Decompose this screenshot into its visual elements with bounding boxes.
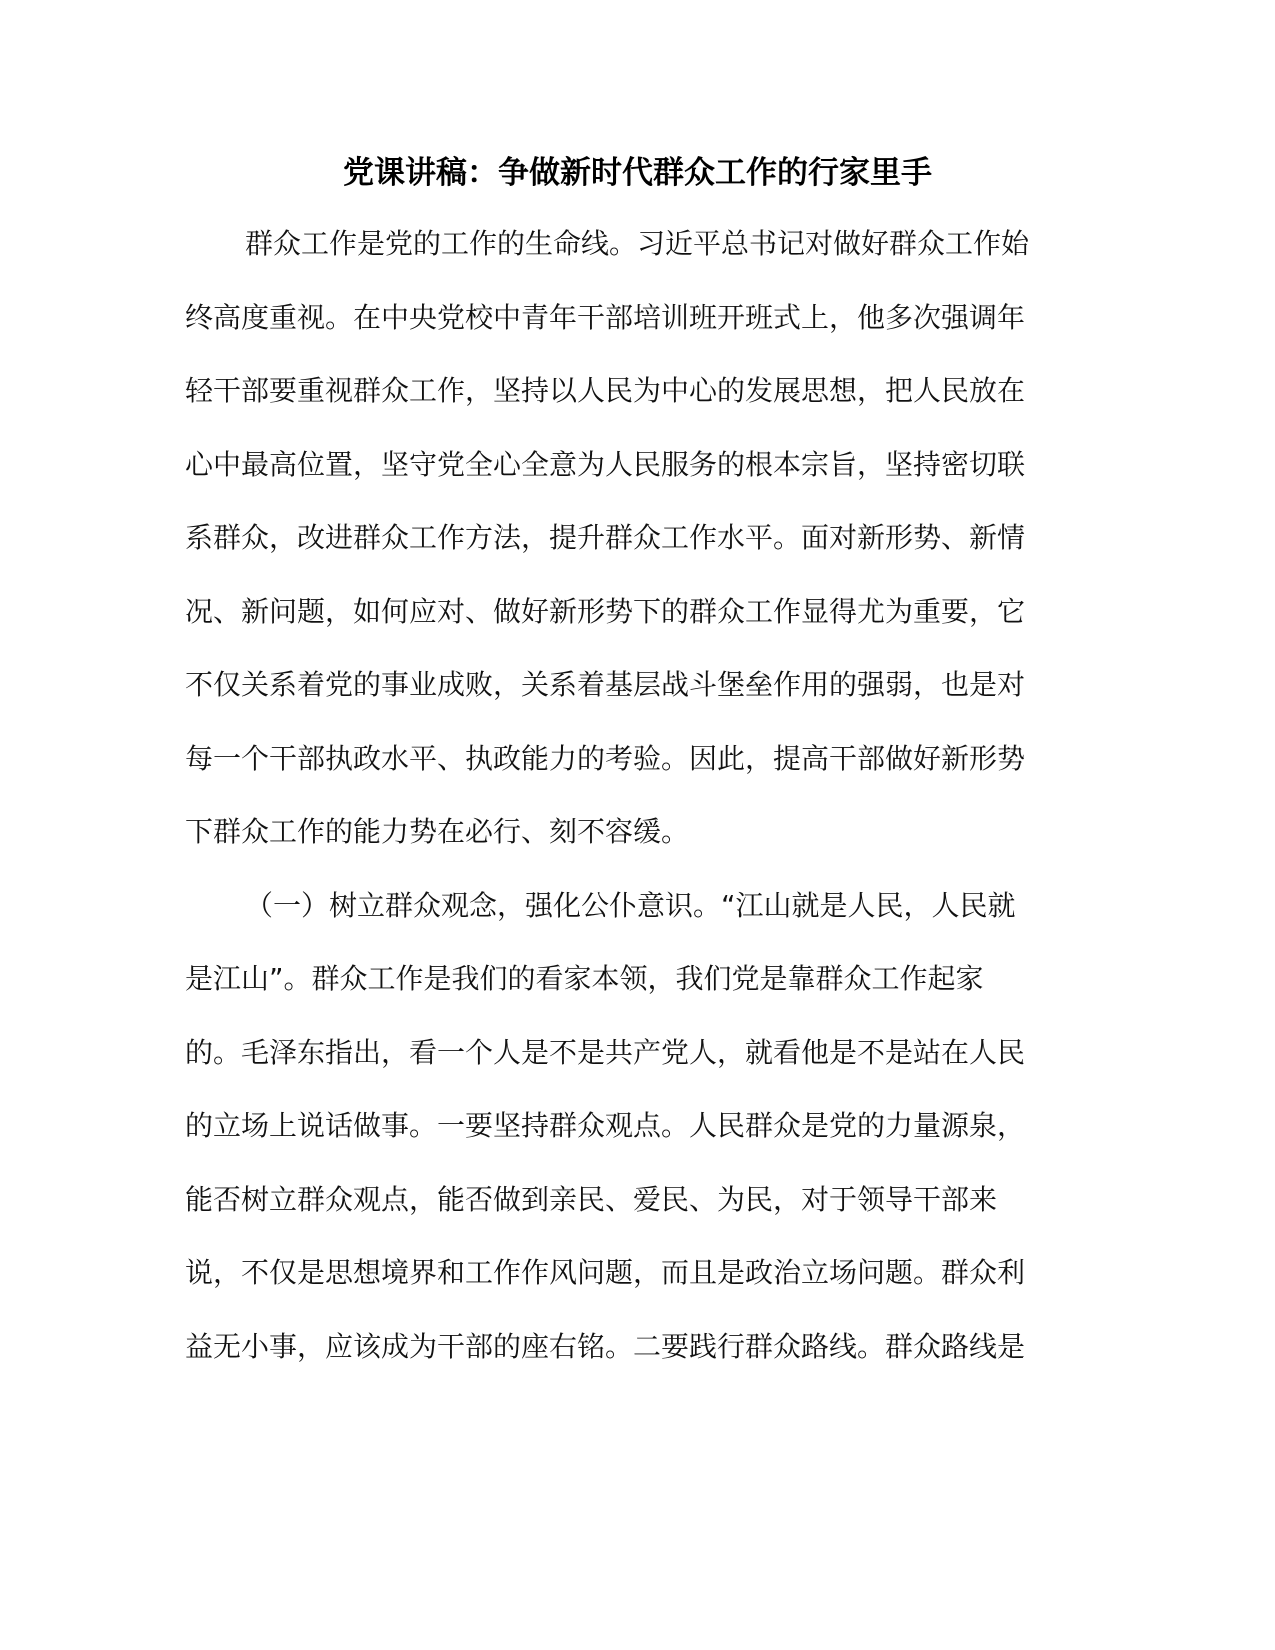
- paragraph-line: 下群众工作的能力势在必行、刻不容缓。: [185, 815, 690, 848]
- paragraph-line: 系群众，改进群众工作方法，提升群众工作水平。面对新形势、新情: [185, 521, 1026, 554]
- paragraph-line: 能否树立群众观点，能否做到亲民、爱民、为民，对于领导干部来: [185, 1183, 998, 1216]
- paragraph-line: 的。毛泽东指出，看一个人是不是共产党人，就看他是不是站在人民: [185, 1036, 1026, 1069]
- paragraph-line: 心中最高位置，坚守党全心全意为人民服务的根本宗旨，坚持密切联: [185, 448, 1026, 481]
- paragraph-line: 终高度重视。在中央党校中青年干部培训班开班式上，他多次强调年: [185, 301, 1026, 334]
- paragraph-line: 说，不仅是思想境界和工作作风问题，而且是政治立场问题。群众利: [185, 1256, 1026, 1289]
- paragraph-line: 不仅关系着党的事业成败，关系着基层战斗堡垒作用的强弱，也是对: [185, 668, 1026, 701]
- paragraph-line: 况、新问题，如何应对、做好新形势下的群众工作显得尤为重要，它: [185, 595, 1026, 628]
- paragraph-line: 群众工作是党的工作的生命线。习近平总书记对做好群众工作始: [245, 227, 1030, 260]
- paragraph-line: 是江山”。群众工作是我们的看家本领，我们党是靠群众工作起家: [185, 962, 984, 995]
- document-title: 党课讲稿：争做新时代群众工作的行家里手: [343, 155, 932, 191]
- paragraph-line: 轻干部要重视群众工作，坚持以人民为中心的发展思想，把人民放在: [185, 374, 1026, 407]
- paragraph-line: 的立场上说话做事。一要坚持群众观点。人民群众是党的力量源泉，: [185, 1109, 1026, 1142]
- paragraph-line: 每一个干部执政水平、执政能力的考验。因此，提高干部做好新形势: [185, 742, 1026, 775]
- paragraph-line: 益无小事，应该成为干部的座右铭。二要践行群众路线。群众路线是: [185, 1330, 1026, 1363]
- paragraph-line: （一）树立群众观念，强化公仆意识。“江山就是人民，人民就: [245, 889, 1016, 922]
